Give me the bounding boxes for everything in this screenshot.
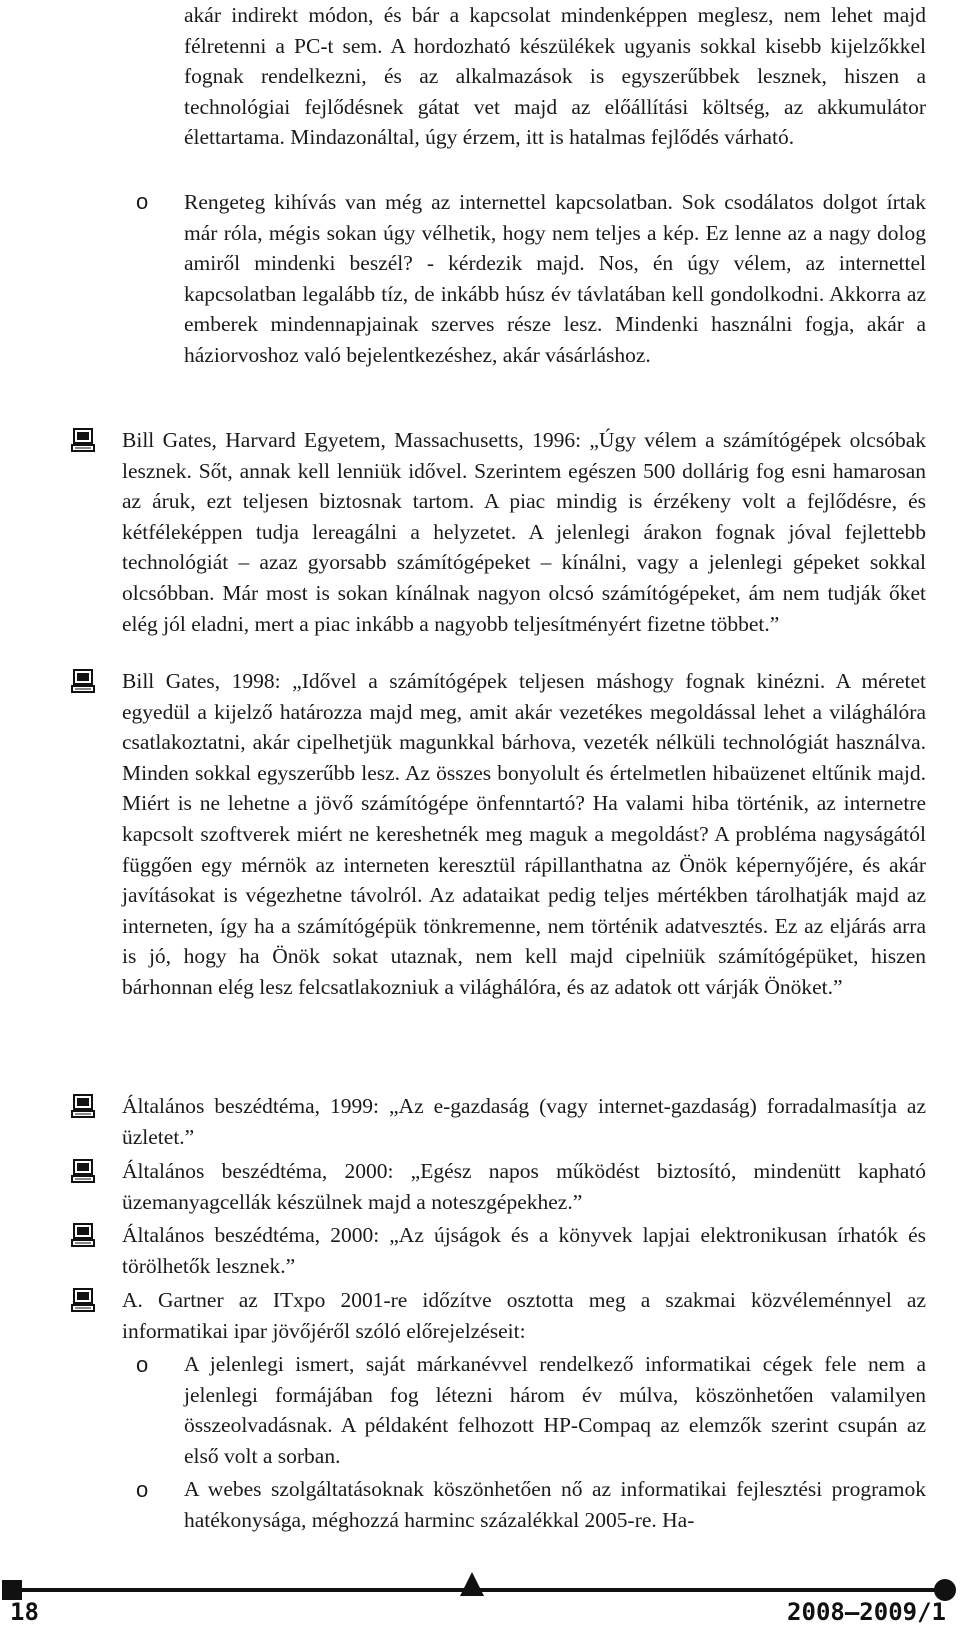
paragraph-topic-1999: Általános beszédtéma, 1999: „Az e-gazdaság (vagy internet-gazdaság) forradalmasítja az üzletet.”	[122, 1094, 926, 1149]
issue-label: 2008–2009/1	[787, 1598, 946, 1626]
page-number: 18	[10, 1598, 39, 1626]
paragraph-gates-1996: Bill Gates, Harvard Egyetem, Massachusetts, 1996: „Úgy vélem a számítógépek olcsóbak lesznek. Sőt, annak kell lenniük idővel. Szerintem egészen 500 dollárig fog esni hamarosan az áruk, ezt teljesen biztosnak tartom. A piac mindig is érzékeny volt a fejlődésre, és kétféleképpen tudja lereagálni a helyzetet. A jelenlegi árakon fognak jóval fejlettebb technológiát – azaz gyorsabb számítógépeket – kínálni, vagy a jelenlegi gépeket sokkal olcsóbban. Már most is sokan kínálnak nagyon olcsó számítógépeket, ám nem tudják őket elég jól eladni, mert a piac inkább a nagyobb teljesítményért fizetne többet.”	[122, 428, 926, 636]
computer-icon	[70, 1158, 96, 1184]
paragraph-portable-devices: akár indirekt módon, és bár a kapcsolat mindenképpen meglesz, nem lehet majd félretenni a PC-t sem. A hordozható készülékek ugyanis sokkal kisebb kijelzőkkel fognak rendelkezni, és az alkalmazások is egyszerűbbek lesznek, hiszen a technológiai fejlődésnek gátat vet majd az előállítási költség, az akkumulátor élettartama. Mindazonáltal, úgy érzem, itt is hatalmas fejlődés várható.	[184, 3, 926, 150]
circle-bullet: o	[136, 1352, 149, 1377]
paragraph-gartner-mergers: A jelenlegi ismert, saját márkanévvel rendelkező informatikai cégek fele nem a jelenlegi formájában fog létezni három év múlva, köszönhetően valamilyen összeolvadásnak. A példaként felhozott HP-Compaq az elemzők szerint csupán az első volt a sorban.	[184, 1352, 926, 1468]
computer-icon	[70, 427, 96, 453]
circle-bullet: o	[136, 1477, 149, 1502]
page-footer	[0, 1572, 960, 1630]
paragraph-topic-2000-epaper: Általános beszédtéma, 2000: „Az újságok és a könyvek lapjai elektronikusan írhatók és törölhetők lesznek.”	[122, 1223, 926, 1278]
square-ornament	[2, 1580, 22, 1600]
paragraph-gartner-intro: A. Gartner az ITxpo 2001-re időzítve osztotta meg a szakmai közvéleménnyel az informatikai ipar jövőjéről szóló előrejelzéseit:	[122, 1288, 926, 1343]
circle-bullet: o	[136, 189, 149, 214]
paragraph-gates-1998: Bill Gates, 1998: „Idővel a számítógépek teljesen máshogy fognak kinézni. A méretet egyedül a kijelző határozza majd meg, amit akár vezetékes megoldással lehet a világhálóra csatlakoztatni, akár cipelhetjük magunkkal bárhova, vezeték nélküli technológiát használva. Minden sokkal egyszerűbb lesz. Az összes bonyolult és értelmetlen hibaüzenet eltűnik majd. Miért is ne lehetne a jövő számítógépe önfenntartó? Ha valami hiba történik, az internetre kapcsolt szoftverek miért ne kereshetnék meg maguk a megoldást? A probléma nagyságától függően egy mérnök az interneten keresztül rápillanthatna az Önök képernyőjére, és akár javításokat is végezhetne távolról. Az adataikat pedig teljes mértékben tárolhatják majd az interneten, így ha a számítógépük tönkremenne, nem történik adatvesztés. Ez az eljárás arra is jó, hogy ha Önök sokat utaznak, nem kell majd cipelniük számítógépüket, hiszen bárhonnan elég lesz felcsatlakozniuk a világhálóra, és az adatok ott várják Önöket.”	[122, 669, 926, 999]
triangle-ornament	[460, 1572, 484, 1596]
paragraph-topic-2000-fuelcells: Általános beszédtéma, 2000: „Egész napos működést biztosító, mindenütt kapható üzemanyagcellák készülnek majd a noteszgépekhez.”	[122, 1159, 926, 1214]
computer-icon	[70, 668, 96, 694]
computer-icon	[70, 1093, 96, 1119]
computer-icon	[70, 1222, 96, 1248]
paragraph-gartner-webservices: A webes szolgáltatásoknak köszönhetően nő az informatikai fejlesztési programok hatékonysága, méghozzá harminc százalékkal 2005-re. Ha-	[184, 1477, 926, 1532]
computer-icon	[70, 1287, 96, 1313]
paragraph-internet-challenges: Rengeteg kihívás van még az internettel kapcsolatban. Sok csodálatos dolgot írtak már róla, mégis sokan úgy vélhetik, hogy nem teljes a kép. Ez lenne az a nagy dolog amiről mindenki beszél? - kérdezik majd. Nos, én úgy vélem, az internettel kapcsolatban legalább tíz, de inkább húsz év távlatában kell gondolkodni. Akkorra az emberek mindennapjainak szerves része lesz. Mindenki használni fogja, akár a háziorvoshoz való bejelentkezéshez, akár vásárláshoz.	[184, 190, 926, 367]
